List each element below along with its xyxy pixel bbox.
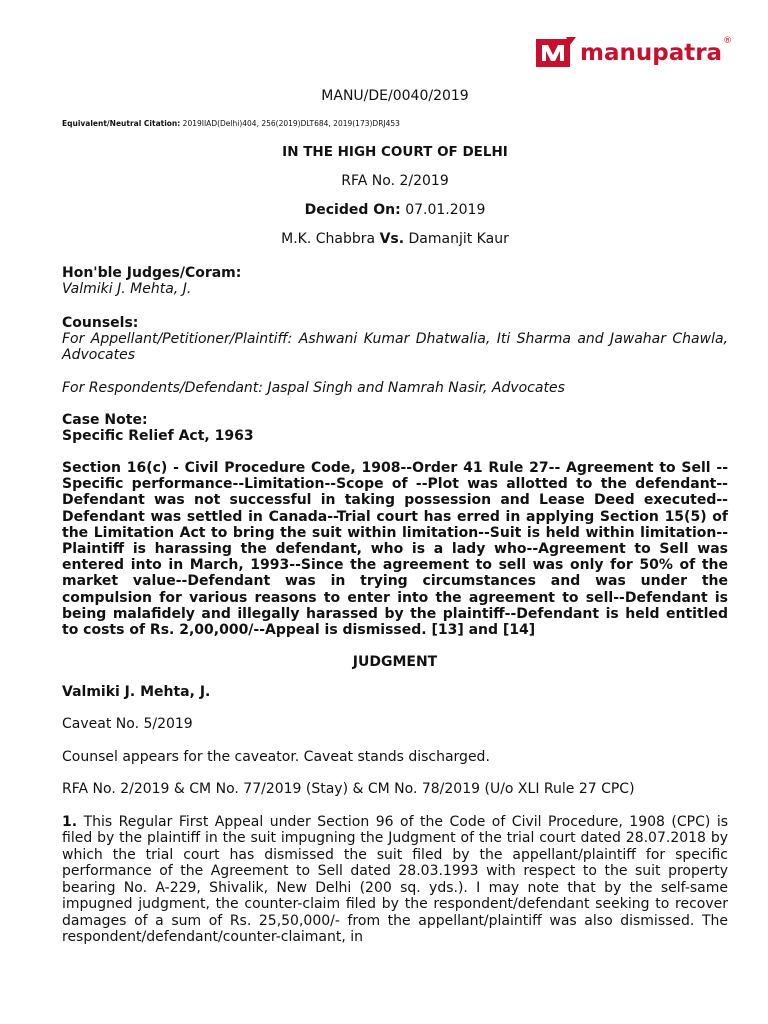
judges-value: Valmiki J. Mehta, J. — [62, 281, 192, 297]
respondent-counsel: For Respondents/Defendant: Jaspal Singh and Namrah Nasir, Advocates — [62, 379, 565, 396]
equivalent-citation — [62, 119, 728, 128]
document-body — [62, 85, 728, 946]
case-note-heading: Case Note: — [62, 412, 148, 428]
caveat-number: Caveat No. 5/2019 — [62, 716, 193, 733]
case-parties — [62, 231, 728, 247]
court-name: IN THE HIGH COURT OF DELHI — [282, 144, 508, 160]
counsels-heading: Counsels: — [62, 314, 139, 331]
paragraph-1-text: This Regular First Appeal under Section 96 of the Code of Civil Procedure, 1908 (CPC) is filed by the plaintiff in the suit impugning the Judgment of the trial court dated 28.07.2018 by which the trial court has dismissed the suit filed by the appellant/plaintiff for specific performance of the Agreement to Sell dated 28.03.1993 with respect to the suit property bearing No. A-229, Shivalik, New Delhi (200 sq. yds.). I may note that by the self-same impugned judgment, the counter-claim filed by the respondent/defendant seeking to recover damages of a sum of Rs. 25,50,000/- from the appellant/plaintiff was also dismissed. The respondent/defendant/counter-claimant, in — [62, 813, 729, 946]
caveat-text: Counsel appears for the caveator. Caveat stands discharged. — [62, 748, 490, 765]
registered-mark: ® — [723, 36, 733, 46]
paragraph-1-number: 1. — [62, 813, 78, 830]
appellant-counsel: For Appellant/Petitioner/Plaintiff: Ashwani Kumar Dhatwalia, Iti Sharma and Jawahar Chawla, Advocates — [62, 330, 728, 363]
appellant-name: M.K. Chabbra — [281, 231, 376, 247]
paragraph-1 — [62, 814, 728, 946]
case-number: RFA No. 2/2019 — [341, 173, 449, 189]
respondent-name: Damanjit Kaur — [408, 231, 509, 247]
manu-citation: MANU/DE/0040/2019 — [321, 88, 469, 104]
judgment-heading: JUDGMENT — [352, 654, 438, 671]
decided-on-date: 07.01.2019 — [405, 202, 486, 218]
versus-label: Vs. — [379, 231, 405, 247]
case-note-text: Section 16(c) - Civil Procedure Code, 1908--Order 41 Rule 27-- Agreement to Sell --Specific performance--Limitation--Scope of --Plot was allotted to the defendant--Defendant was not successful in taking possession and Lease Deed executed--Defendant was settled in Canada--Trial court has erred in applying Section 15(5) of the Limitation Act to bring the suit within limitation--Suit is held within limitation--Plaintiff is harassing the defendant, who is a lady who--Agreement to Sell was entered into in March, 1993--Since the agreement to sell was only for 50% of the market value--Defendant was in trying circumstances and was under the compulsion for various reasons to enter into the agreement to sell--Defendant is being malafidely and illegally harassed by the plaintiff--Defendant is held entitled to costs of Rs. 2,00,000/--Appeal is dismissed. [13] and [14] — [62, 460, 728, 639]
equivalent-citation-value: 2019IIAD(Delhi)404, 256(2019)DLT684, 2019(173)DRJ453 — [182, 119, 400, 128]
rfa-line: RFA No. 2/2019 & CM No. 77/2019 (Stay) & CM No. 78/2019 (U/o XLI Rule 27 CPC) — [62, 781, 635, 798]
judgment-judge: Valmiki J. Mehta, J. — [62, 684, 211, 701]
case-note-act: Specific Relief Act, 1963 — [62, 428, 254, 444]
brand-name: manupatra — [580, 40, 723, 66]
manupatra-logo-icon — [536, 37, 576, 69]
equivalent-citation-label: Equivalent/Neutral Citation: — [62, 119, 181, 128]
brand-logo — [536, 36, 731, 70]
decided-on-label: Decided On: — [304, 202, 401, 218]
decided-on — [62, 202, 728, 218]
judges-heading: Hon'ble Judges/Coram: — [62, 265, 242, 281]
